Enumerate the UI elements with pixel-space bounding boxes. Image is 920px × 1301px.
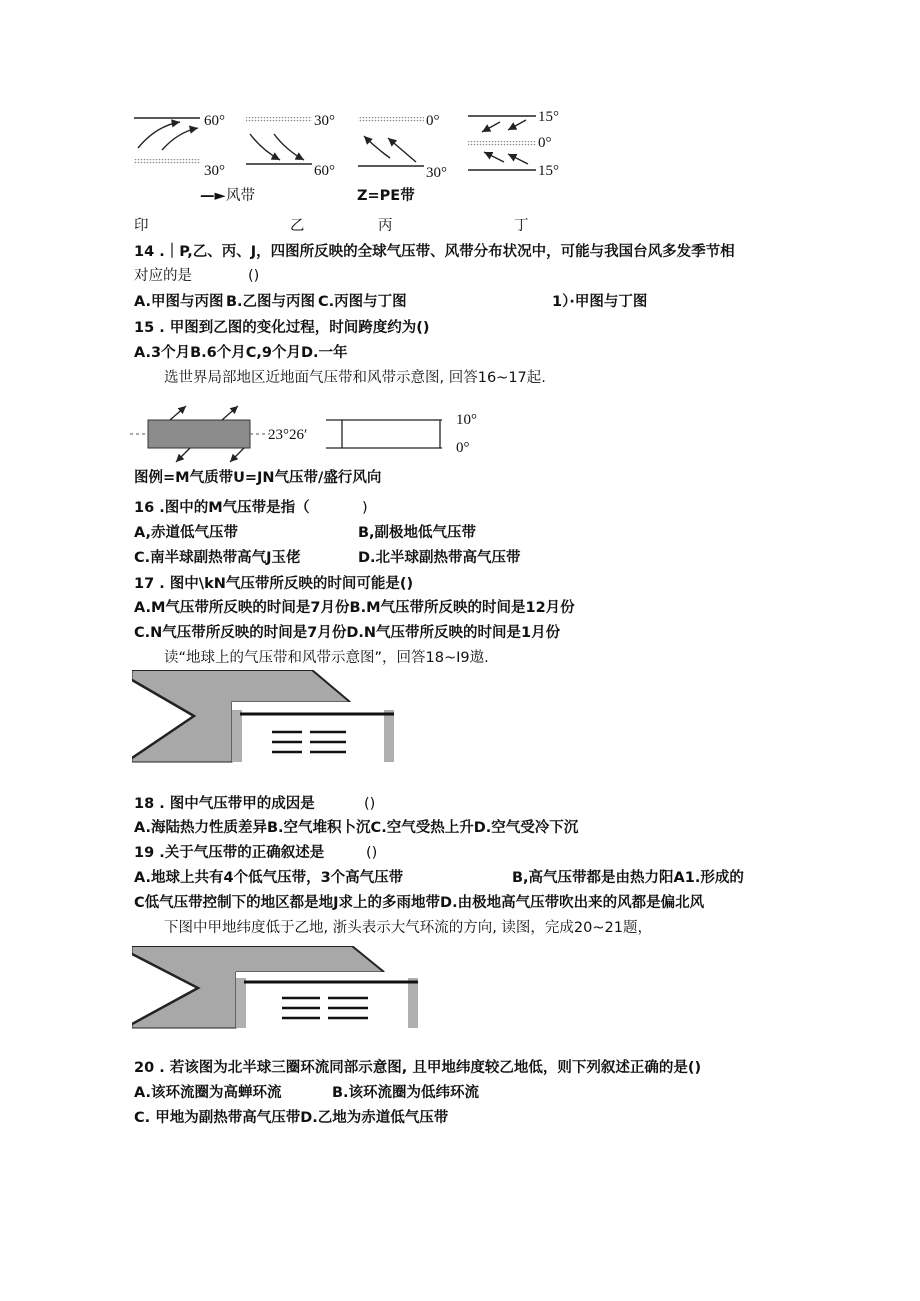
panel1-top-label: 60° bbox=[204, 113, 225, 129]
q14-paren: () bbox=[248, 268, 260, 284]
panel3-bottom-label: 30° bbox=[426, 165, 447, 181]
q14-option-c: C.丙图与丁图 bbox=[318, 294, 407, 310]
q20-stem: 20 . 若该图为北半球三圈环流同部示意图, 且甲地纬度较乙地低，则下列叙述正确的是() bbox=[134, 1060, 702, 1076]
q20-option-b: B.该环流圈为低纬环流 bbox=[332, 1085, 480, 1101]
q16-option-d: D.北半球副热带高气压带 bbox=[358, 550, 521, 566]
panel3-top-label: 0° bbox=[426, 113, 440, 129]
panel1-bottom-label: 30° bbox=[204, 163, 225, 179]
q19-stem: 19 .关于气压带的正确叙述是 bbox=[134, 845, 325, 861]
legend-arrow-icon: —► bbox=[200, 188, 226, 204]
circulation-figure-2 bbox=[132, 946, 420, 1030]
intro-20-21: 下图中甲地纬度低于乙地, 浙头表示大气环流的方向, 读图，完成20~21题， bbox=[164, 920, 652, 936]
intro-16-17: 选世界局部地区近地面气压带和风带示意图, 回答16~17起. bbox=[164, 370, 546, 386]
q16-option-b: B,副极地低气压带 bbox=[358, 525, 477, 541]
panel-name-jia: 印 bbox=[134, 218, 149, 234]
fig2-top-label: 10° bbox=[456, 412, 477, 428]
q20-option-a: A.该环流圈为高蝉环流 bbox=[134, 1085, 282, 1101]
q18-paren: () bbox=[364, 796, 376, 812]
intro-18-19: 读“地球上的气压带和风带示意图”，回答18~I9遨. bbox=[164, 650, 489, 666]
q15-stem: 15 . 甲图到乙图的变化过程，时间跨度约为() bbox=[134, 320, 430, 336]
q19-options-cd: C低气压带控制下的地区都是地J求上的多雨地带D.由极地高气压带吹出来的风都是偏北风 bbox=[134, 895, 705, 911]
q20-options-cd: C. 甲地为副热带高气压带D.乙地为赤道低气压带 bbox=[134, 1110, 449, 1126]
fig2-bottom-label: 0° bbox=[456, 440, 470, 456]
wind-belt-figure bbox=[128, 104, 568, 184]
panel-name-ding: 丁 bbox=[514, 218, 529, 234]
q17-stem: 17 . 图中\kN气压带所反映的时间可能是() bbox=[134, 576, 414, 592]
q15-options: A.3个月B.6个月C,9个月D.一年 bbox=[134, 345, 348, 361]
q18-stem: 18 . 图中气压带甲的成因是 bbox=[134, 796, 315, 812]
q16-option-a: A,赤道低气压带 bbox=[134, 525, 238, 541]
q14-option-b: B.乙图与丙图 bbox=[226, 294, 316, 310]
legend-wind-label: 风带 bbox=[226, 188, 255, 204]
q18-options: A.海陆热力性质差异B.空气堆积卜沉C.空气受热上升D.空气受冷下沉 bbox=[134, 820, 579, 836]
panel-yi bbox=[246, 117, 312, 164]
q14-option-d: 1）·甲图与丁图 bbox=[552, 294, 648, 310]
q19-option-b: B,高气压带都是由热力阳A1.形成的 bbox=[512, 870, 744, 886]
panel4-top-label: 15° bbox=[538, 109, 559, 125]
panel4-bottom-label: 15° bbox=[538, 163, 559, 179]
q19-paren: () bbox=[366, 845, 378, 861]
fig2-legend: 图例=M气质带U=JN气压带/盛行风向 bbox=[134, 470, 382, 486]
panel-name-yi: 乙 bbox=[290, 218, 305, 234]
legend-pressure-label: Z=PE带 bbox=[357, 188, 415, 204]
q16-option-c: C.南半球副热带高气J玉佬 bbox=[134, 550, 301, 566]
panel2-bottom-label: 60° bbox=[314, 163, 335, 179]
q14-stem-2: 对应的是 bbox=[134, 268, 192, 284]
q14-stem: 14 .｜P,乙、丙、J，四图所反映的全球气压带、风带分布状况中，可能与我国台风多发季节相 bbox=[134, 244, 735, 260]
panel-bing bbox=[358, 117, 424, 166]
q14-option-a: A.甲图与丙图 bbox=[134, 294, 224, 310]
q17-options-2: C.N气压带所反映的时间是7月份D.N气压带所反映的时间是1月份 bbox=[134, 625, 561, 641]
panel-ding bbox=[468, 116, 536, 170]
fig2-lat-label: 23°26′ bbox=[268, 427, 308, 443]
q16-paren: ) bbox=[362, 500, 368, 516]
panel-name-bing: 丙 bbox=[378, 218, 393, 234]
circulation-figure-1 bbox=[132, 670, 396, 764]
q19-option-a: A.地球上共有4个低气压带，3个高气压带 bbox=[134, 870, 404, 886]
q17-options-1: A.M气压带所反映的时间是7月份B.M气压带所反映的时间是12月份 bbox=[134, 600, 575, 616]
q16-stem: 16 .图中的M气压带是指（ bbox=[134, 500, 310, 516]
panel2-top-label: 30° bbox=[314, 113, 335, 129]
panel4-mid-label: 0° bbox=[538, 135, 552, 151]
panel-jia bbox=[134, 118, 200, 164]
